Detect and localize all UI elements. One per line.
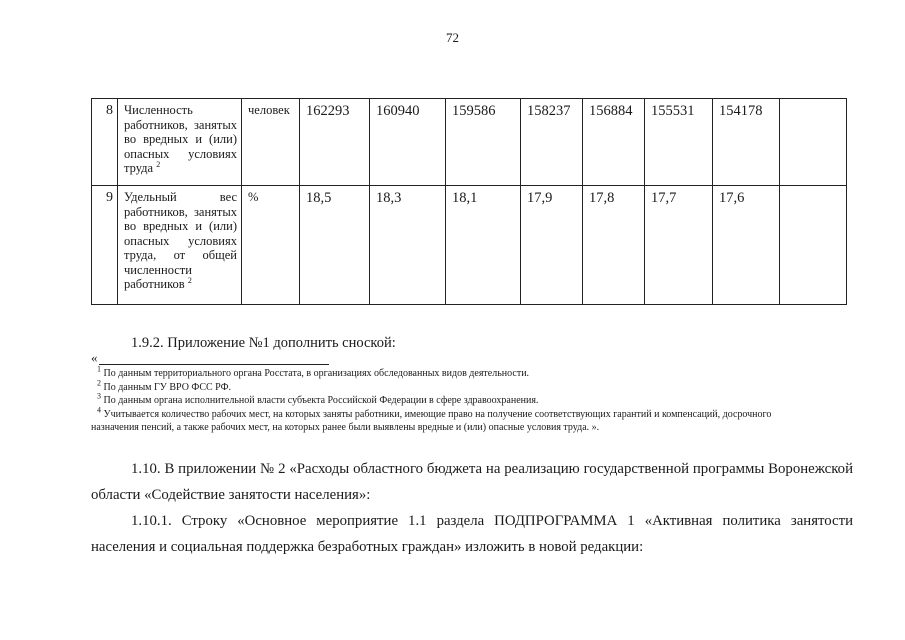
table-row [92, 186, 847, 305]
value-cell: 18,1 [446, 186, 521, 305]
footnote-divider [99, 364, 329, 365]
value-cell: 156884 [583, 99, 645, 186]
addendum-heading: 1.9.2. Приложение №1 дополнить сноской: [131, 335, 396, 351]
value-cell: 160940 [370, 99, 446, 186]
value-cell: 18,3 [370, 186, 446, 305]
indicator-description: Численность работников, занятых во вредных и (или) опасных условиях труда $^2$ [118, 99, 242, 186]
table-row [92, 99, 847, 186]
unit-cell: % [242, 186, 300, 305]
footnote: $^2$ По данным ГУ ВРО ФСС РФ. [97, 378, 231, 393]
value-cell: 159586 [446, 99, 521, 186]
value-cell: 158237 [521, 99, 583, 186]
value-cell [780, 186, 847, 305]
value-cell: 155531 [645, 99, 713, 186]
value-cell: 18,5 [300, 186, 370, 305]
value-cell: 17,9 [521, 186, 583, 305]
value-cell: 17,8 [583, 186, 645, 305]
unit-cell: человек [242, 99, 300, 186]
page-number: 72 [446, 30, 459, 45]
row-number: 8 [92, 99, 118, 186]
value-cell: 17,6 [713, 186, 780, 305]
footnote: $^4$ Учитывается количество рабочих мест, на которых заняты работники, имеющие право на получение соответствующих гарантий и компенсаций, досрочного [97, 405, 772, 420]
opening-quote: « [91, 350, 98, 365]
statistics-table [91, 98, 847, 305]
footnote-continuation: назначения пенсий, а также рабочих мест, на которых ранее были выявлены вредные и (или) опасные условия труда. ». [91, 422, 600, 434]
paragraph-1-10-1: 1.10.1. Строку «Основное мероприятие 1.1 раздела ПОДПРОГРАММА 1 «Активная политика занятости населения и социальная поддержка безработных граждан» изложить в новой редакции: [91, 513, 853, 555]
row-number: 9 [92, 186, 118, 305]
value-cell: 162293 [300, 99, 370, 186]
paragraph-1-10: 1.10. В приложении № 2 «Расходы областного бюджета на реализацию государственной программы Воронежской области «Содействие занятости населения»: [91, 461, 853, 503]
footnote: $^1$ По данным территориального органа Росстата, в организациях обследованных видов деятельности. [97, 364, 530, 379]
footnotes [91, 364, 851, 435]
indicator-description: Удельный вес работников, занятых во вредных и (или) опасных условиях труда, от общей численности работников $^2$ [118, 186, 242, 305]
value-cell: 17,7 [645, 186, 713, 305]
value-cell: 154178 [713, 99, 780, 186]
value-cell [780, 99, 847, 186]
footnote: $^3$ По данным органа исполнительной власти субъекта Российской Федерации в сфере здравоохранения. [97, 391, 539, 407]
